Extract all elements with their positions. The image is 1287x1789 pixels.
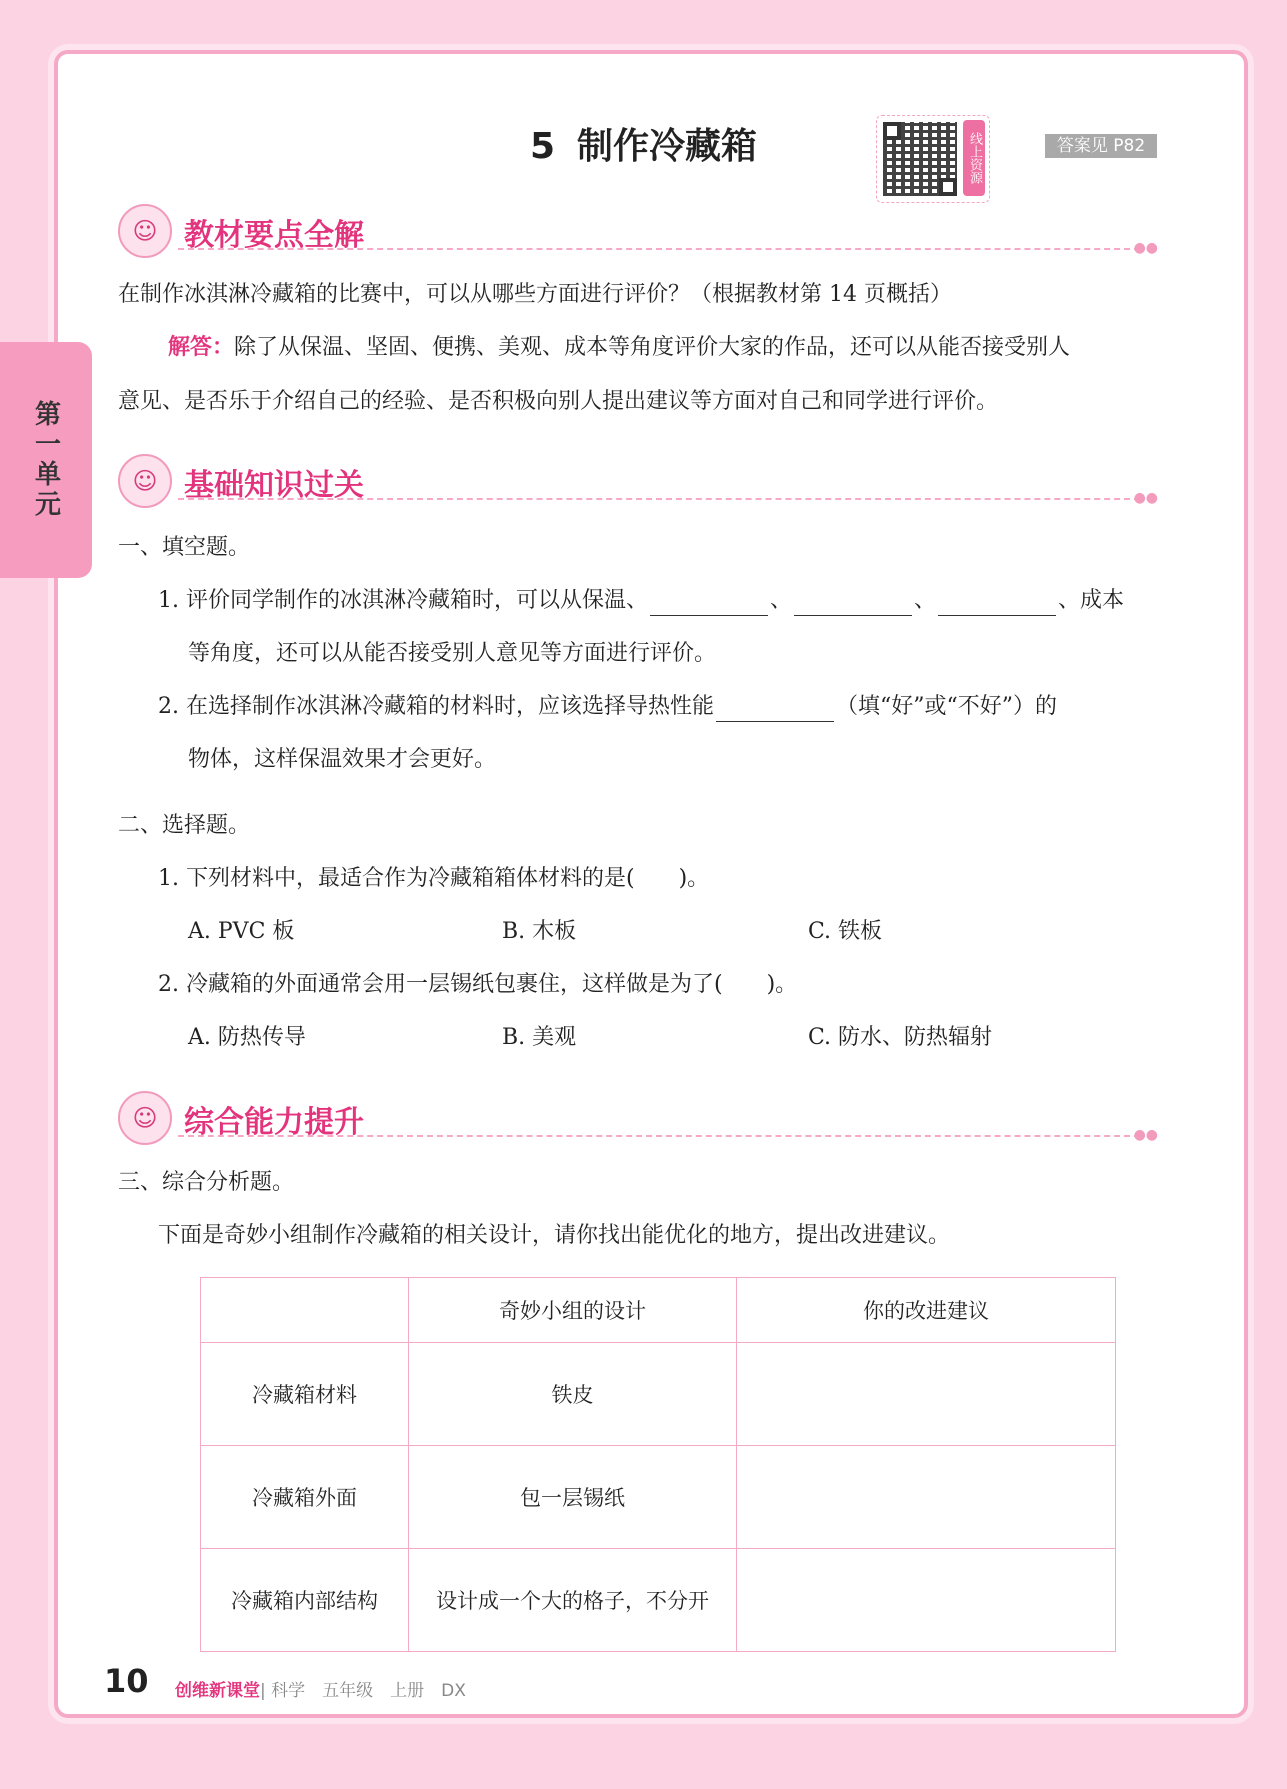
qr-resource[interactable]	[876, 115, 990, 203]
mascot-icon: ☺	[118, 454, 172, 508]
section-title: 基础知识过关	[184, 468, 364, 503]
choice-q2: 2. 冷藏箱的外面通常会用一层锡纸包裹住，这样做是为了( )。	[158, 972, 798, 997]
table-row	[201, 1343, 1116, 1446]
footer-details: | 科学 五年级 上册 DX	[260, 1681, 466, 1701]
table-header-cell: 你的改进建议	[737, 1278, 1116, 1343]
key-question: 在制作冰淇淋冷藏箱的比赛中，可以从哪些方面进行评价？（根据教材第 14 页概括）	[118, 282, 952, 307]
fill-q2-line1	[158, 692, 1057, 722]
table-cell: 铁皮	[409, 1343, 737, 1446]
table-row	[201, 1549, 1116, 1652]
section-title: 综合能力提升	[184, 1105, 364, 1140]
qr-code-icon[interactable]	[883, 122, 957, 196]
separator: 、	[770, 588, 793, 613]
fill-q1-line1	[158, 586, 1124, 616]
choice-q2-option-a[interactable]: A. 防热传导	[188, 1025, 306, 1050]
fill-blank-heading: 一、填空题。	[118, 535, 251, 560]
unit-tab	[0, 342, 92, 578]
dots-icon: ●●	[1133, 490, 1158, 506]
analysis-heading: 三、综合分析题。	[118, 1170, 295, 1195]
table-header-row	[201, 1278, 1116, 1343]
table-cell: 冷藏箱材料	[201, 1343, 409, 1446]
key-answer-line1	[168, 333, 1070, 363]
choice-q2-option-c[interactable]: C. 防水、防热辐射	[808, 1025, 993, 1050]
answer-label: 解答：	[168, 335, 235, 360]
footer-info	[175, 1676, 466, 1701]
separator: 、	[914, 588, 937, 613]
answer-blank[interactable]	[650, 591, 768, 616]
table-cell: 冷藏箱内部结构	[201, 1549, 409, 1652]
choice-q2-option-b[interactable]: B. 美观	[502, 1025, 577, 1050]
table-cell: 冷藏箱外面	[201, 1446, 409, 1549]
footer-brand: 创维新课堂	[175, 1681, 260, 1701]
answer-blank[interactable]	[794, 591, 912, 616]
section-comprehensive	[118, 1087, 1158, 1143]
mascot-icon: ☺	[118, 1091, 172, 1145]
suggestion-cell[interactable]	[737, 1343, 1116, 1446]
table-header-cell	[201, 1278, 409, 1343]
fill-q2-text: 2. 在选择制作冰淇淋冷藏箱的材料时，应该选择导热性能	[158, 694, 714, 719]
answer-reference: 答案见 P82	[1045, 134, 1157, 158]
dots-icon: ●●	[1133, 240, 1158, 256]
table-cell: 设计成一个大的格子，不分开	[409, 1549, 737, 1652]
table-cell: 包一层锡纸	[409, 1446, 737, 1549]
analysis-intro: 下面是奇妙小组制作冷藏箱的相关设计，请你找出能优化的地方，提出改进建议。	[158, 1223, 951, 1248]
suggestion-cell[interactable]	[737, 1549, 1116, 1652]
dots-icon: ●●	[1133, 1127, 1158, 1143]
answer-blank[interactable]	[716, 697, 834, 722]
choice-q1-option-a[interactable]: A. PVC 板	[188, 919, 295, 944]
unit-tab-label: 第一单元	[30, 400, 61, 520]
answer-text: 除了从保温、坚固、便携、美观、成本等角度评价大家的作品，还可以从能否接受别人	[234, 335, 1071, 360]
choice-heading: 二、选择题。	[118, 813, 251, 838]
choice-q1: 1. 下列材料中，最适合作为冷藏箱箱体材料的是( )。	[158, 866, 710, 891]
mascot-icon: ☺	[118, 204, 172, 258]
section-divider	[178, 1135, 1140, 1137]
key-answer-line2: 意见、是否乐于介绍自己的经验、是否积极向别人提出建议等方面对自己和同学进行评价。	[118, 389, 999, 414]
choice-q1-option-c[interactable]: C. 铁板	[808, 919, 883, 944]
design-table	[200, 1277, 1116, 1652]
fill-q1-text-end: 、成本	[1058, 588, 1125, 613]
qr-label: 线上资源	[963, 120, 985, 196]
fill-q1-line2: 等角度，还可以从能否接受别人意见等方面进行评价。	[188, 641, 717, 666]
section-divider	[178, 248, 1140, 250]
section-title: 教材要点全解	[184, 218, 364, 253]
section-key-points	[118, 200, 1158, 256]
fill-q2-text-end: （填“好”或“不好”）的	[836, 694, 1057, 719]
choice-q1-option-b[interactable]: B. 木板	[502, 919, 577, 944]
lesson-number: 5	[529, 126, 556, 167]
fill-q2-line2: 物体，这样保温效果才会更好。	[188, 747, 497, 772]
table-header-cell: 奇妙小组的设计	[409, 1278, 737, 1343]
section-basic-knowledge	[118, 450, 1158, 506]
table-row	[201, 1446, 1116, 1549]
section-divider	[178, 498, 1140, 500]
suggestion-cell[interactable]	[737, 1446, 1116, 1549]
page-number: 10	[104, 1662, 149, 1700]
fill-q1-text: 1. 评价同学制作的冰淇淋冷藏箱时，可以从保温、	[158, 588, 648, 613]
lesson-title: 制作冷藏箱	[577, 126, 758, 167]
answer-blank[interactable]	[938, 591, 1056, 616]
